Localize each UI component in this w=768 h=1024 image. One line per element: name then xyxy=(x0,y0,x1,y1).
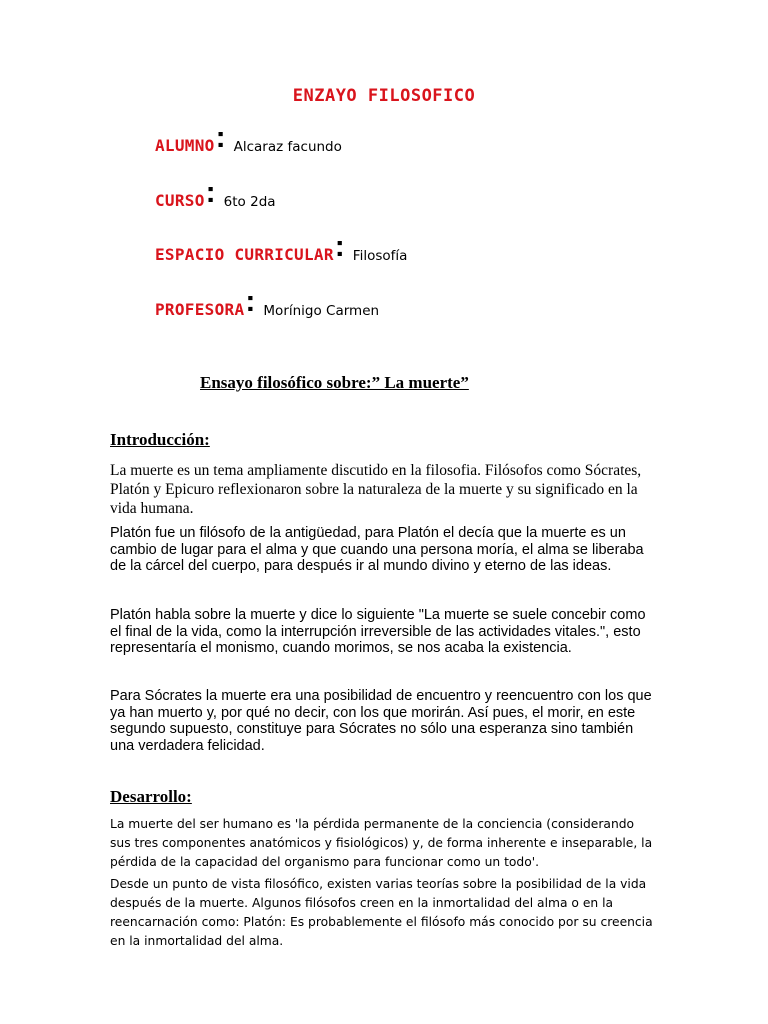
meta-row-subject xyxy=(155,230,408,268)
paragraph-intro-2: Platón fue un filósofo de la antigüedad, para Platón el decía que la muerte es un cambio de lugar para el alma y que cuando una persona moría, el alma se liberaba de la cárcel del cuerpo, para después ir al mundo divino y eterno de las ideas. xyxy=(110,525,644,574)
meta-row-course xyxy=(155,176,276,214)
meta-colon: : xyxy=(215,121,226,154)
essay-title: Ensayo filosófico sobre:” La muerte” xyxy=(200,373,469,392)
meta-colon: : xyxy=(334,230,345,263)
meta-value-teacher: Morínigo Carmen xyxy=(263,303,380,319)
meta-value-student: Alcaraz facundo xyxy=(233,139,342,155)
document-title: ENZAYO FILOSOFICO xyxy=(292,86,476,106)
paragraph-intro-1: La muerte es un tema ampliamente discutido en la filosofia. Filósofos como Sócrates, Platón y Epicuro reflexionaron sobre la naturaleza de la muerte y su significado en la vida humana. xyxy=(110,462,642,517)
paragraph-intro-4: Para Sócrates la muerte era una posibilidad de encuentro y reencuentro con los que ya han muerto y, por qué no decir, con los que morirán. Así pues, el morir, en este segundo supuesto, constituye para Sócrates no sólo una esperanza sino también una verdadera felicidad. xyxy=(110,688,652,754)
meta-label-subject: ESPACIO CURRICULAR xyxy=(155,245,334,264)
meta-colon: : xyxy=(245,285,256,318)
meta-value-course: 6to 2da xyxy=(223,194,276,210)
meta-label-teacher: PROFESORA xyxy=(155,300,245,319)
paragraph-intro-3: Platón habla sobre la muerte y dice lo siguiente "La muerte se suele concebir como el final de la vida, como la interrupción irreversible de las actividades vitales.", esto representaría el monismo, cuando morimos, se nos acaba la existencia. xyxy=(110,607,646,656)
paragraph-development-1: La muerte del ser humano es 'la pérdida permanente de la conciencia (considerando sus tres componentes anatómicos y fisiológicos) y, de forma inherente e inseparable, la pérdida de la capacidad del organismo para funcionar como un todo'. xyxy=(110,817,653,869)
section-heading-introduction: Introducción: xyxy=(110,430,210,449)
meta-colon: : xyxy=(205,176,216,209)
meta-row-student xyxy=(155,121,342,159)
meta-label-student: ALUMNO xyxy=(155,136,215,155)
meta-value-subject: Filosofía xyxy=(352,248,408,264)
section-heading-development: Desarrollo: xyxy=(110,787,192,806)
meta-label-course: CURSO xyxy=(155,191,205,210)
meta-row-teacher xyxy=(155,285,380,323)
paragraph-development-2: Desde un punto de vista filosófico, existen varias teorías sobre la posibilidad de la vida después de la muerte. Algunos filósofos creen en la inmortalidad del alma o en la reencarnación como: Platón: Es probablemente el filósofo más conocido por su creencia en la inmortalidad del alma. xyxy=(110,877,653,948)
